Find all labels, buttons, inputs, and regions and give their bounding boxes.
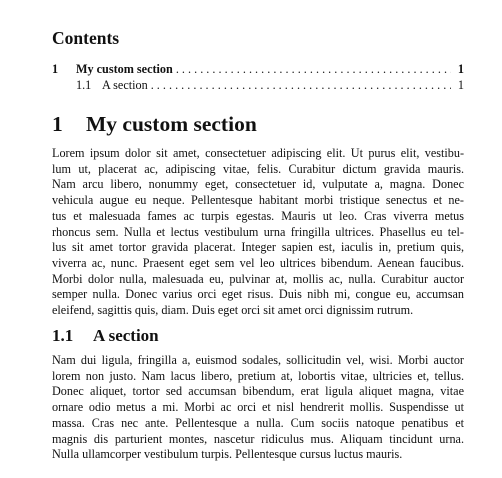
table-of-contents — [52, 62, 464, 93]
paragraph-line: vehicula augue eu neque. Pellentesque habitant morbi tristique senectus et ne- — [52, 193, 464, 208]
paragraph-line: Lorem ipsum dolor sit amet, consectetuer adipiscing elit. Ut purus elit, vestibu- — [52, 146, 464, 160]
paragraph-line: Nulla ullamcorper vestibulum turpis. Pellentesque cursus luctus mauris. — [52, 447, 403, 462]
subsection-number: 1.1 — [52, 326, 74, 345]
toc-entry-page: 1 — [457, 62, 464, 76]
toc-entry-subsection[interactable] — [52, 78, 464, 94]
toc-entry-section[interactable] — [52, 62, 464, 78]
paragraph-line: ornare odio metus a mi. Morbi ac orci et nisl hendrerit mollis. Suspendisse ut — [52, 400, 464, 415]
toc-entry-page: 1 — [457, 77, 464, 92]
section-paragraph — [52, 146, 464, 319]
paragraph-line: rhoncus sem. Nulla et lectus vestibulum urna fringilla ultrices. Phasellus eu tel- — [52, 224, 464, 239]
paragraph-line: massa. Cras nec ante. Pellentesque a nulla. Cum sociis natoque penatibus et — [52, 415, 464, 430]
paragraph-line: semper nulla. Donec varius orci eget risus. Duis nibh mi, congue eu, accumsan — [52, 287, 464, 302]
toc-dot-leader — [176, 62, 451, 77]
section-heading — [52, 112, 257, 137]
paragraph-line: Morbi dolor nulla, malesuada eu, pulvinar at, mollis ac, nulla. Curabitur auctor — [52, 271, 464, 286]
toc-entry-title: A section — [102, 77, 148, 92]
paragraph-line: Donec aliquet, tortor sed accumsan bibendum, erat ligula aliquet magna, vitae — [52, 384, 464, 399]
section-title: My custom section — [86, 112, 257, 136]
paragraph-line: lus sit amet tortor gravida placerat. Integer sapien est, iaculis in, pretium quis, — [52, 240, 464, 255]
paragraph-line: tus et malesuada fames ac turpis egestas. Mauris ut leo. Cras viverra metus — [52, 208, 464, 223]
paragraph-line: Nam dui ligula, fringilla a, euismod sodales, sollicitudin vel, wisi. Morbi auctor — [52, 353, 464, 367]
subsection-paragraph — [52, 353, 464, 463]
subsection-title: A section — [93, 326, 159, 345]
paragraph-line: viverra ac, nunc. Praesent eget sem vel leo ultrices bibendum. Aenean faucibus. — [52, 255, 464, 270]
paragraph-line: lum ut, placerat ac, adipiscing vitae, felis. Curabitur dictum gravida mauris. — [52, 161, 464, 176]
paragraph-line: lorem non justo. Nam lacus libero, pretium at, lobortis vitae, ultricies et, tellus. — [52, 368, 464, 383]
toc-entry-number: 1.1 — [76, 77, 92, 92]
paragraph-line: Nam arcu libero, nonummy eget, consectetuer id, vulputate a, magna. Donec — [52, 177, 464, 192]
toc-entry-number: 1 — [52, 62, 59, 76]
toc-dot-leader — [151, 78, 451, 93]
toc-entry-title: My custom section — [76, 62, 173, 76]
section-number: 1 — [52, 112, 63, 136]
paragraph-line: eleifend, sagittis quis, diam. Duis eget orci sit amet orci dignissim rutrum. — [52, 303, 414, 318]
toc-title: Contents — [52, 28, 120, 48]
paragraph-line: magnis dis parturient montes, nascetur ridiculus mus. Aliquam tincidunt urna. — [52, 431, 464, 446]
subsection-heading — [52, 326, 159, 346]
